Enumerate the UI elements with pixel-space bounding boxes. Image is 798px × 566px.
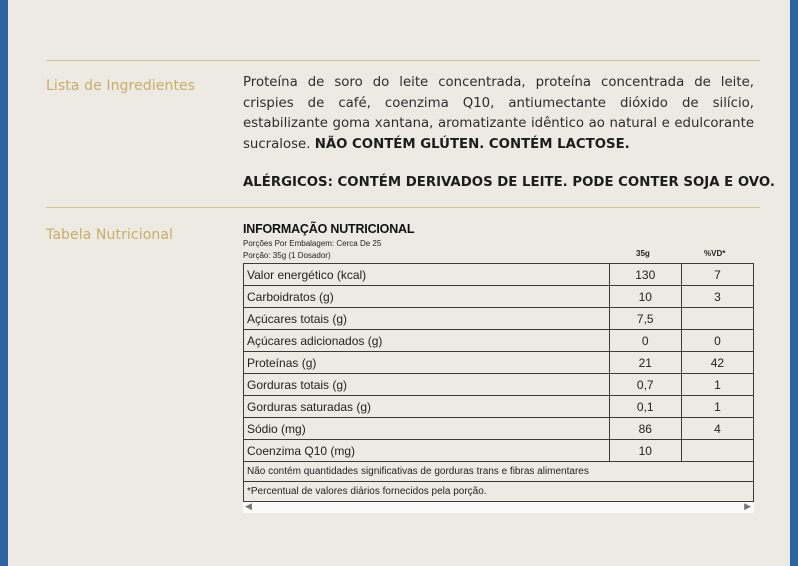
ingredients-text [243, 73, 754, 155]
scroll-left-icon[interactable]: ◀ [245, 501, 252, 511]
table-row [244, 330, 754, 352]
nutrient-name: Valor energético (kcal) [244, 264, 610, 286]
nutrition-label: Tabela Nutricional [46, 227, 174, 243]
scroll-right-icon[interactable]: ▶ [744, 501, 751, 511]
nutrient-vd: 7 [681, 264, 753, 286]
ingredients-list: Proteína de soro do leite concentrada, proteína concentrada de leite, crispies de café, coenzima Q10, antiumectante dióxido de silício, estabilizante goma xantana, aromatizante idêntico ao natural e edulcorante sucralose. [243, 75, 754, 152]
nutrient-name: Gorduras saturadas (g) [244, 396, 610, 418]
nutrient-name: Gorduras totais (g) [244, 374, 610, 396]
servings-per-package [243, 238, 754, 250]
note-daily-values: *Percentual de valores diários fornecidos pela porção. [244, 482, 754, 502]
nutrient-amount: 21 [609, 352, 681, 374]
servings-text: Porções Por Embalagem: Cerca De 25 [243, 239, 382, 248]
nutrition-table-container [243, 222, 754, 513]
product-info-panel [8, 0, 790, 566]
column-header-amount: 35g [636, 249, 650, 258]
table-row [244, 374, 754, 396]
nutrient-amount: 10 [609, 440, 681, 462]
portion-text: Porção: 35g (1 Dosador) [243, 251, 331, 260]
nutrient-vd: 42 [681, 352, 753, 374]
nutrient-vd: 3 [681, 286, 753, 308]
nutrient-name: Coenzima Q10 (mg) [244, 440, 610, 462]
table-row [244, 396, 754, 418]
nutrient-amount: 10 [609, 286, 681, 308]
divider-middle [46, 207, 760, 208]
nutrient-amount: 130 [609, 264, 681, 286]
nutrient-vd [681, 308, 753, 330]
nutrient-amount: 0 [609, 330, 681, 352]
nutrient-name: Sódio (mg) [244, 418, 610, 440]
nutrient-vd: 1 [681, 374, 753, 396]
horizontal-scrollbar[interactable] [243, 502, 754, 513]
nutrient-amount: 86 [609, 418, 681, 440]
table-row [244, 440, 754, 462]
nutrition-table [243, 263, 754, 502]
nutrient-vd: 0 [681, 330, 753, 352]
note-trans-fat: Não contém quantidades significativas de gorduras trans e fibras alimentares [244, 462, 754, 482]
nutrient-amount: 0,1 [609, 396, 681, 418]
table-row [244, 286, 754, 308]
column-header-vd: %VD* [704, 249, 726, 258]
allergens-text: ALÉRGICOS: CONTÉM DERIVADOS DE LEITE. PODE CONTER SOJA E OVO. [243, 175, 775, 190]
nutrient-vd [681, 440, 753, 462]
nutrient-name: Açúcares adicionados (g) [244, 330, 610, 352]
table-row [244, 418, 754, 440]
nutrient-name: Carboidratos (g) [244, 286, 610, 308]
nutrient-amount: 7,5 [609, 308, 681, 330]
nutrient-vd: 1 [681, 396, 753, 418]
portion-row [243, 250, 754, 262]
note-row-vd [244, 482, 754, 502]
table-row [244, 308, 754, 330]
ingredients-label: Lista de Ingredientes [46, 78, 196, 94]
note-row-trans [244, 462, 754, 482]
nutrition-title: INFORMAÇÃO NUTRICIONAL [243, 222, 415, 236]
table-row [244, 264, 754, 286]
gluten-lactose-note: NÃO CONTÉM GLÚTEN. CONTÉM LACTOSE. [314, 136, 630, 152]
nutrient-vd: 4 [681, 418, 753, 440]
divider-top [46, 60, 760, 61]
nutrient-name: Açúcares totais (g) [244, 308, 610, 330]
table-row [244, 352, 754, 374]
nutrient-amount: 0,7 [609, 374, 681, 396]
nutrient-name: Proteínas (g) [244, 352, 610, 374]
